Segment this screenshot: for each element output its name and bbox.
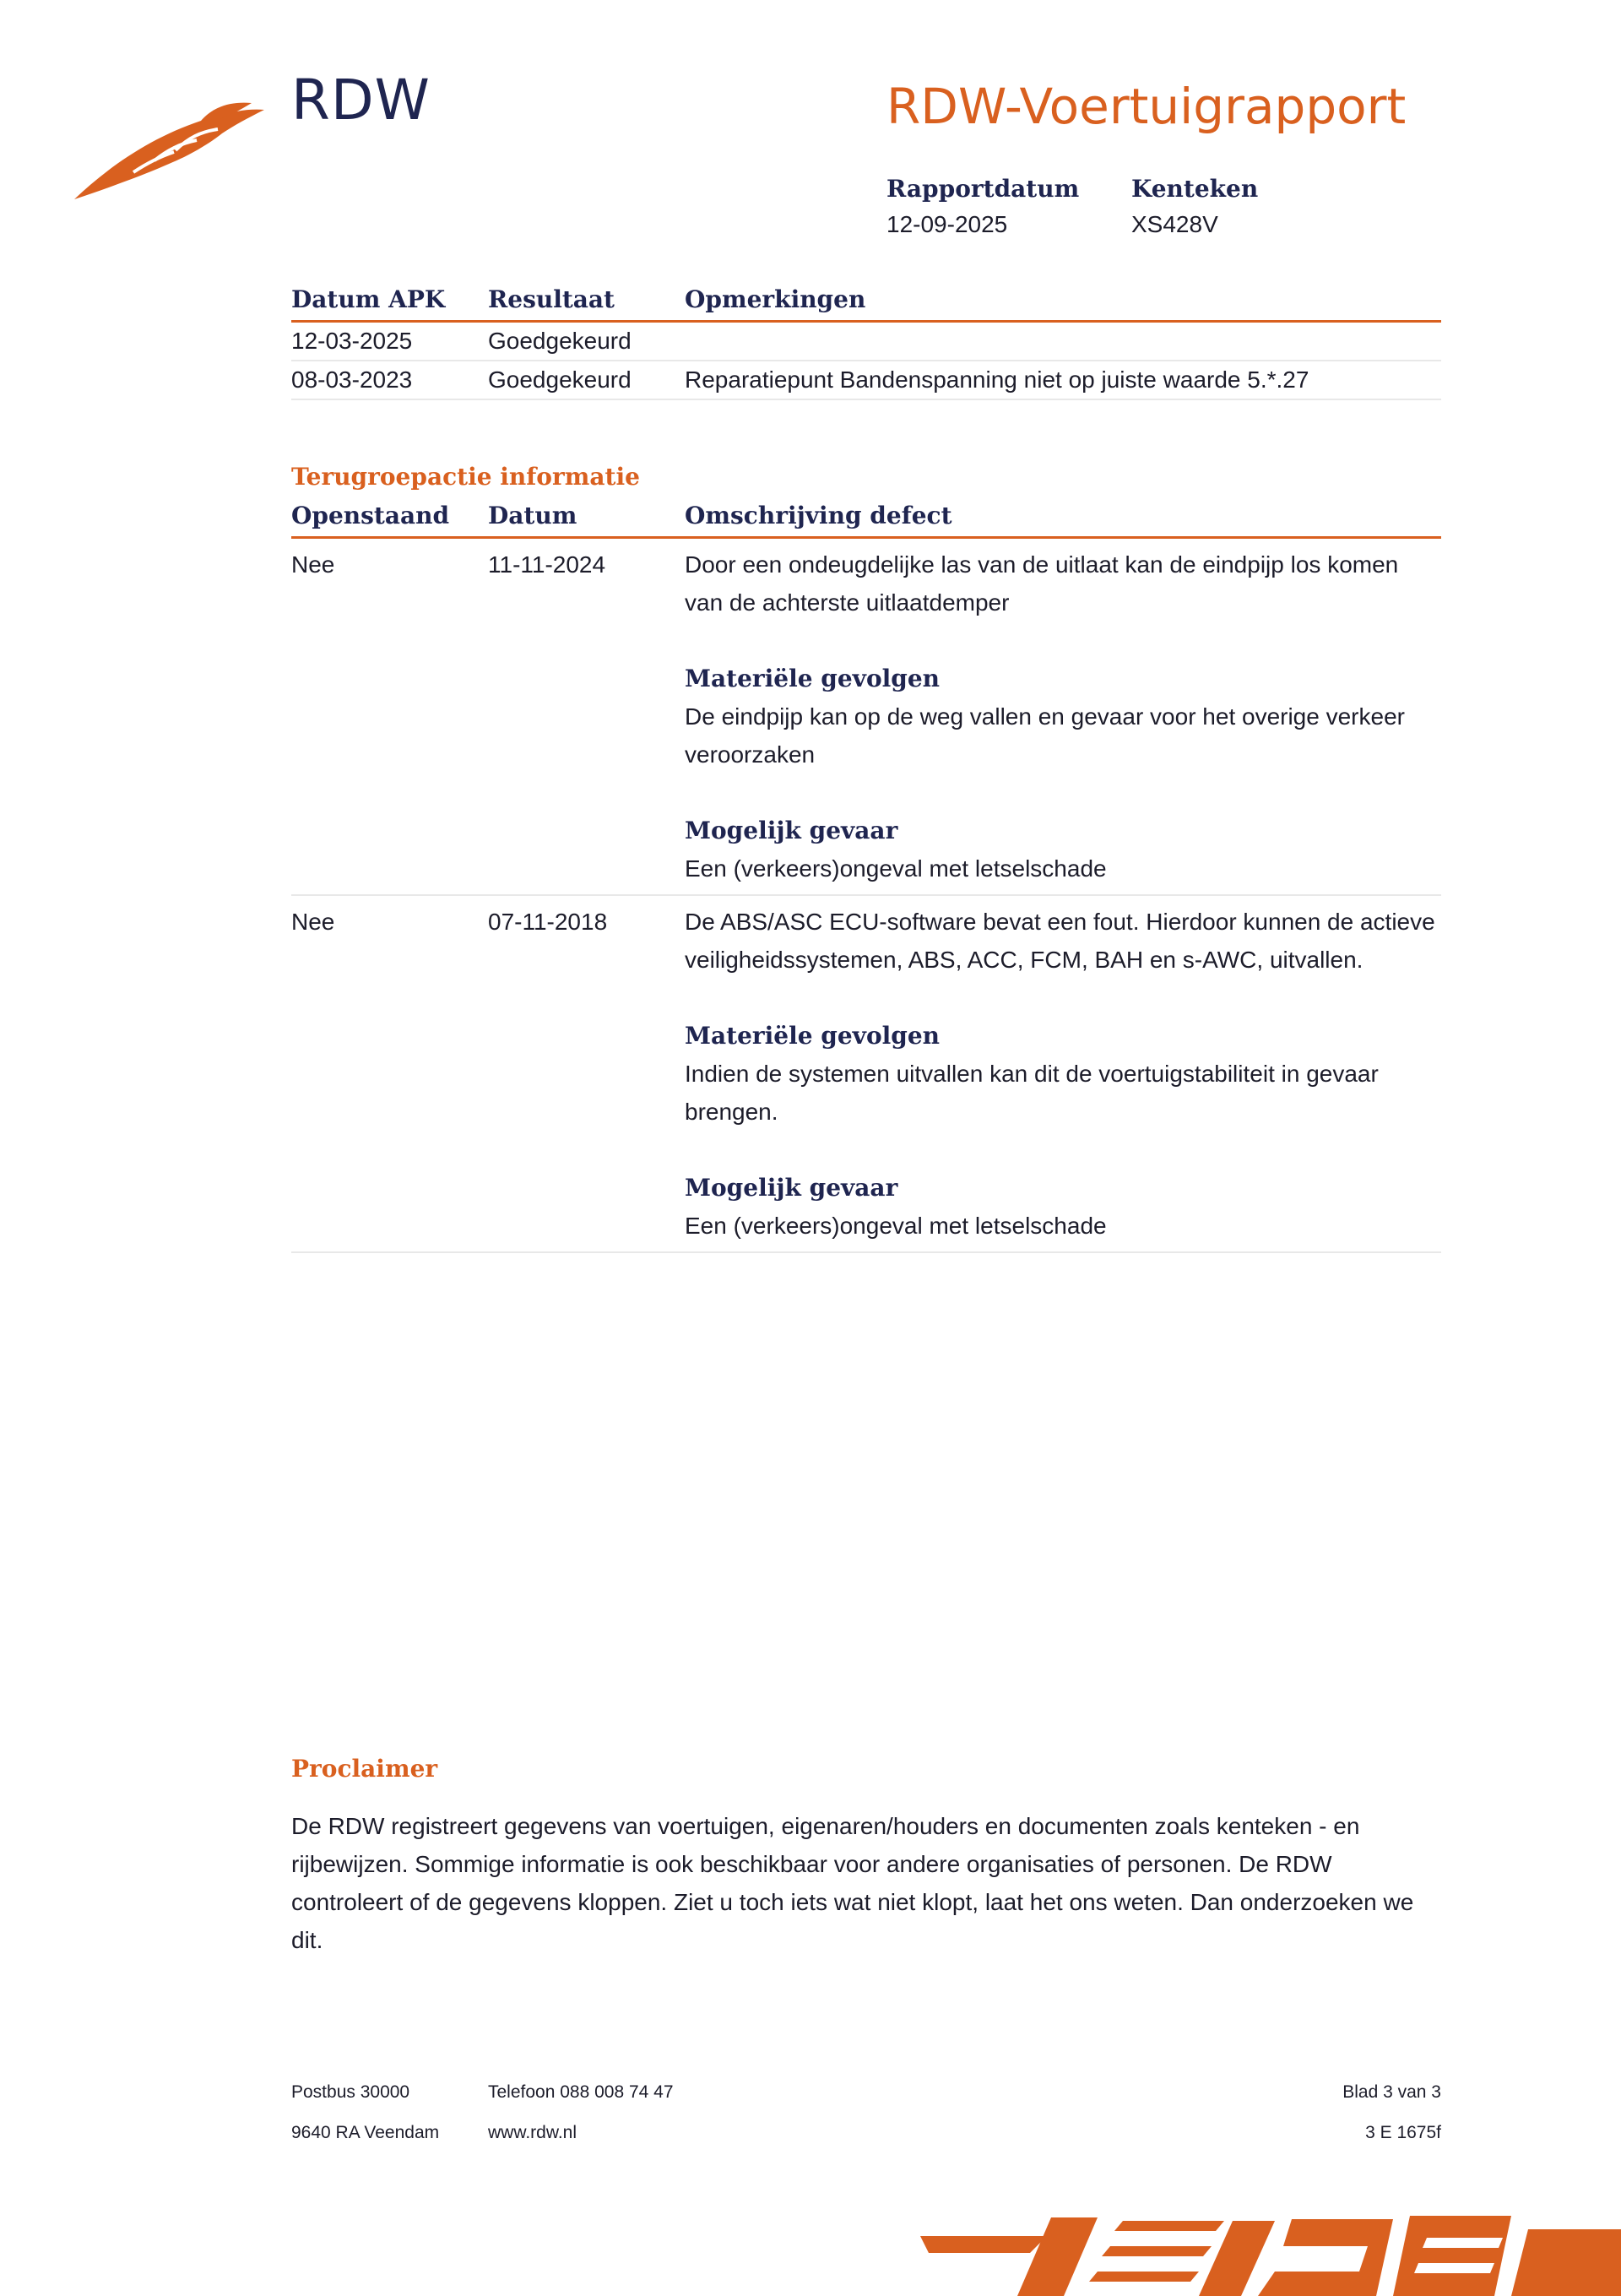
- recall-open: Nee: [291, 538, 488, 896]
- apk-date: 12-03-2025: [291, 322, 488, 361]
- table-row: [291, 322, 1441, 361]
- apk-col-result: Resultaat: [488, 285, 685, 322]
- report-date-value: 12-09-2025: [886, 211, 1008, 237]
- recall-heading: Terugroepactie informatie: [291, 463, 640, 491]
- recall-details: [685, 538, 1441, 896]
- apk-col-remarks: Opmerkingen: [685, 285, 1441, 322]
- apk-result: Goedgekeurd: [488, 361, 685, 399]
- recall-col-open: Openstaand: [291, 502, 488, 538]
- danger-text: Een (verkeers)ongeval met letselschade: [685, 1213, 1107, 1239]
- apk-header-row: [291, 285, 1441, 322]
- recall-table: [291, 502, 1441, 1253]
- proclaimer-text: De RDW registreert gegevens van voertuigen, eigenaren/houders en documenten zoals kenteken - en rijbewijzen. Sommige informatie is ook beschikbaar voor andere organisaties of personen. De RDW controleert of de gegevens kloppen. Ziet u toch iets wat niet klopt, laat het ons weten. Dan onderzoeken we dit.: [291, 1813, 1414, 1953]
- danger-text: Een (verkeers)ongeval met letselschade: [685, 855, 1107, 882]
- apk-result: Goedgekeurd: [488, 322, 685, 361]
- recall-open: Nee: [291, 895, 488, 1252]
- recall-description: De ABS/ASC ECU-software bevat een fout. Hierdoor kunnen de actieve veiligheidssystemen, ABS, ACC, FCM, BAH en s-AWC, uitvallen.: [685, 909, 1435, 973]
- consequences-label: Materiële gevolgen: [685, 1022, 941, 1050]
- recall-col-description: Omschrijving defect: [685, 502, 1441, 538]
- footer-address: 9640 RA Veendam: [291, 2123, 440, 2142]
- plate-label: Kenteken: [1131, 175, 1259, 203]
- report-title: RDW-Voertuigrapport: [886, 78, 1407, 135]
- proclaimer-heading: Proclaimer: [291, 1755, 438, 1783]
- apk-remarks: [685, 322, 1441, 361]
- footer-phone: Telefoon 088 008 74 47: [488, 2082, 674, 2102]
- apk-col-date: Datum APK: [291, 285, 488, 322]
- recall-details: [685, 895, 1441, 1252]
- table-row: [291, 895, 1441, 1252]
- consequences-text: Indien de systemen uitvallen kan dit de voertuigstabiliteit in gevaar brengen.: [685, 1061, 1379, 1125]
- apk-remarks: Reparatiepunt Bandenspanning niet op juiste waarde 5.*.27: [685, 361, 1441, 399]
- footer-website: www.rdw.nl: [488, 2123, 577, 2142]
- recall-date: 07-11-2018: [488, 895, 685, 1252]
- apk-date: 08-03-2023: [291, 361, 488, 399]
- danger-label: Mogelijk gevaar: [685, 1174, 898, 1202]
- plate-value: XS428V: [1131, 211, 1218, 237]
- footer-postbus: Postbus 30000: [291, 2082, 410, 2102]
- recall-col-date: Datum: [488, 502, 685, 538]
- footer-code: 3 E 1675f: [1365, 2123, 1441, 2142]
- footer-page: Blad 3 van 3: [1342, 2082, 1441, 2102]
- rdw-logo-icon: [74, 100, 264, 205]
- table-row: [291, 361, 1441, 399]
- danger-label: Mogelijk gevaar: [685, 817, 898, 844]
- consequences-label: Materiële gevolgen: [685, 665, 941, 692]
- recall-header-row: [291, 502, 1441, 538]
- footer-decoration-icon: [920, 2204, 1621, 2296]
- report-date-label: Rapportdatum: [886, 175, 1080, 203]
- recall-description: Door een ondeugdelijke las van de uitlaat kan de eindpijp los komen van de achterste uitlaatdemper: [685, 551, 1399, 616]
- recall-date: 11-11-2024: [488, 538, 685, 896]
- consequences-text: De eindpijp kan op de weg vallen en gevaar voor het overige verkeer veroorzaken: [685, 703, 1405, 768]
- logo-text: RDW: [291, 68, 431, 133]
- table-row: [291, 538, 1441, 896]
- apk-table: [291, 285, 1441, 400]
